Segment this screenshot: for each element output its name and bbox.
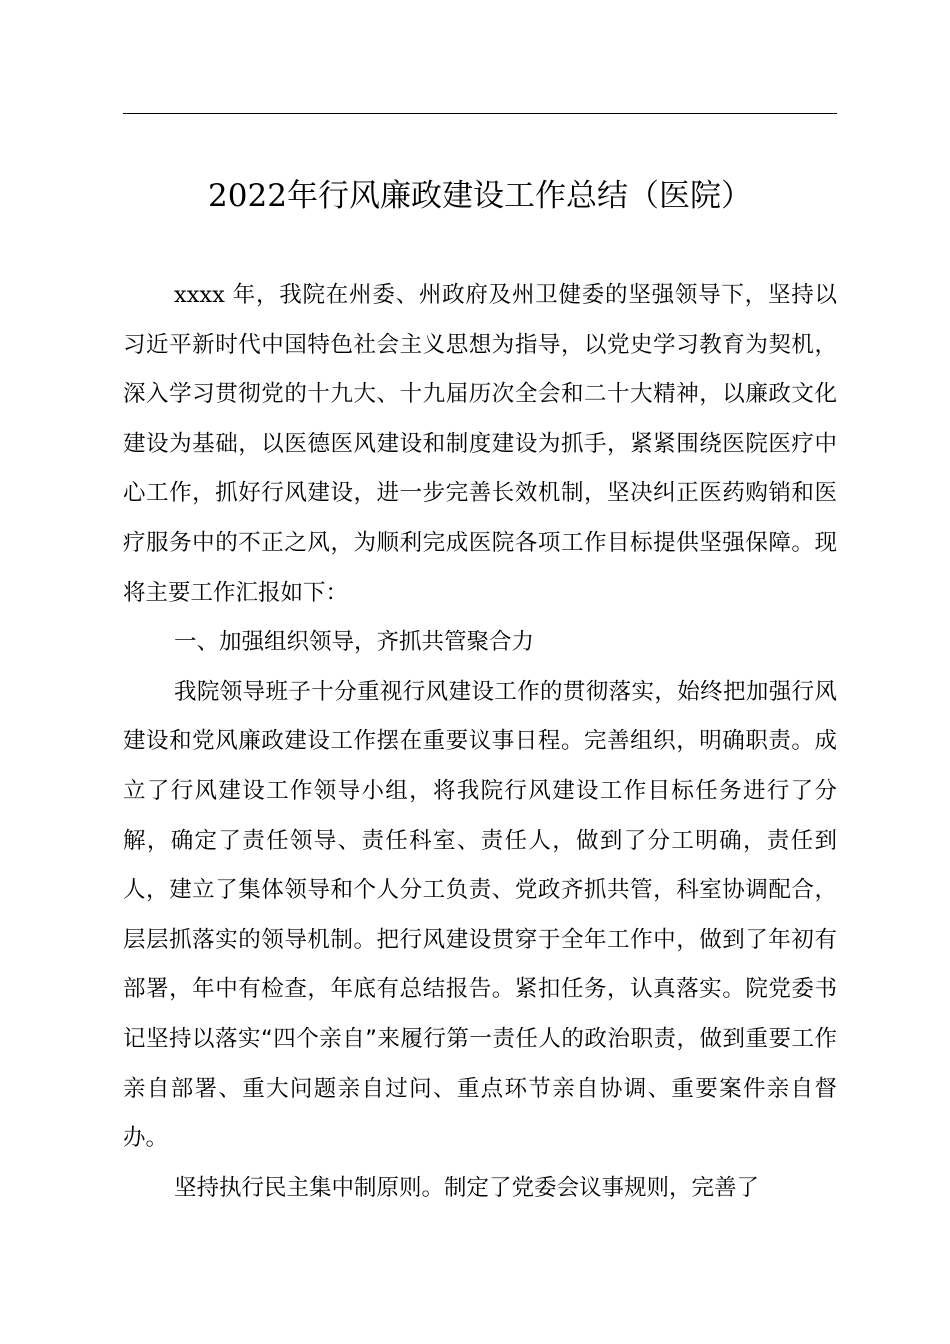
header-rule — [123, 113, 837, 114]
title-year: 2022 — [208, 178, 287, 214]
intro-text: 年，我院在州委、州政府及州卫健委的坚强领导下，坚持以习近平新时代中国特色社会主义思想为指导，以党史学习教育为契机，深入学习贯彻党的十九大、十九届历次全会和二十大精神，以廉政文化建设为基础，以医德医风建设和制度建设为抓手，紧紧围绕医院医疗中心工作，抓好行风建设，进一步完善长效机制，坚决纠正医药购销和医疗服务中的不正之风，为顺利完成医院各项工作目标提供坚强保障。现将主要工作汇报如下： — [123, 282, 837, 606]
title-text: 年行风廉政建设工作总结（医院） — [286, 178, 752, 214]
document-body — [123, 271, 837, 1213]
intro-paragraph — [123, 271, 837, 618]
intro-lead: xxxx — [174, 282, 225, 308]
body-paragraph: 坚持执行民主集中制原则。制定了党委会议事规则，完善了 — [174, 1174, 760, 1201]
document-title — [123, 172, 837, 220]
section-heading: 一、加强组织领导，齐抓共管聚合力 — [174, 629, 535, 656]
body-paragraph: 我院领导班子十分重视行风建设工作的贯彻落实，始终把加强行风建设和党风廉政建设工作摆在重要议事日程。完善组织，明确职责。成立了行风建设工作领导小组，将我院行风建设工作目标任务进行了分解，确定了责任领导、责任科室、责任人，做到了分工明确，责任到人，建立了集体领导和个人分工负责、党政齐抓共管，科室协调配合，层层抓落实的领导机制。把行风建设贯穿于全年工作中，做到了年初有部署，年中有检查，年底有总结报告。紧扣任务，认真落实。院党委书记坚持以落实“四个亲自”来履行第一责任人的政治职责，做到重要工作亲自部署、重大问题亲自过问、重点环节亲自协调、重要案件亲自督办。 — [123, 678, 837, 1152]
